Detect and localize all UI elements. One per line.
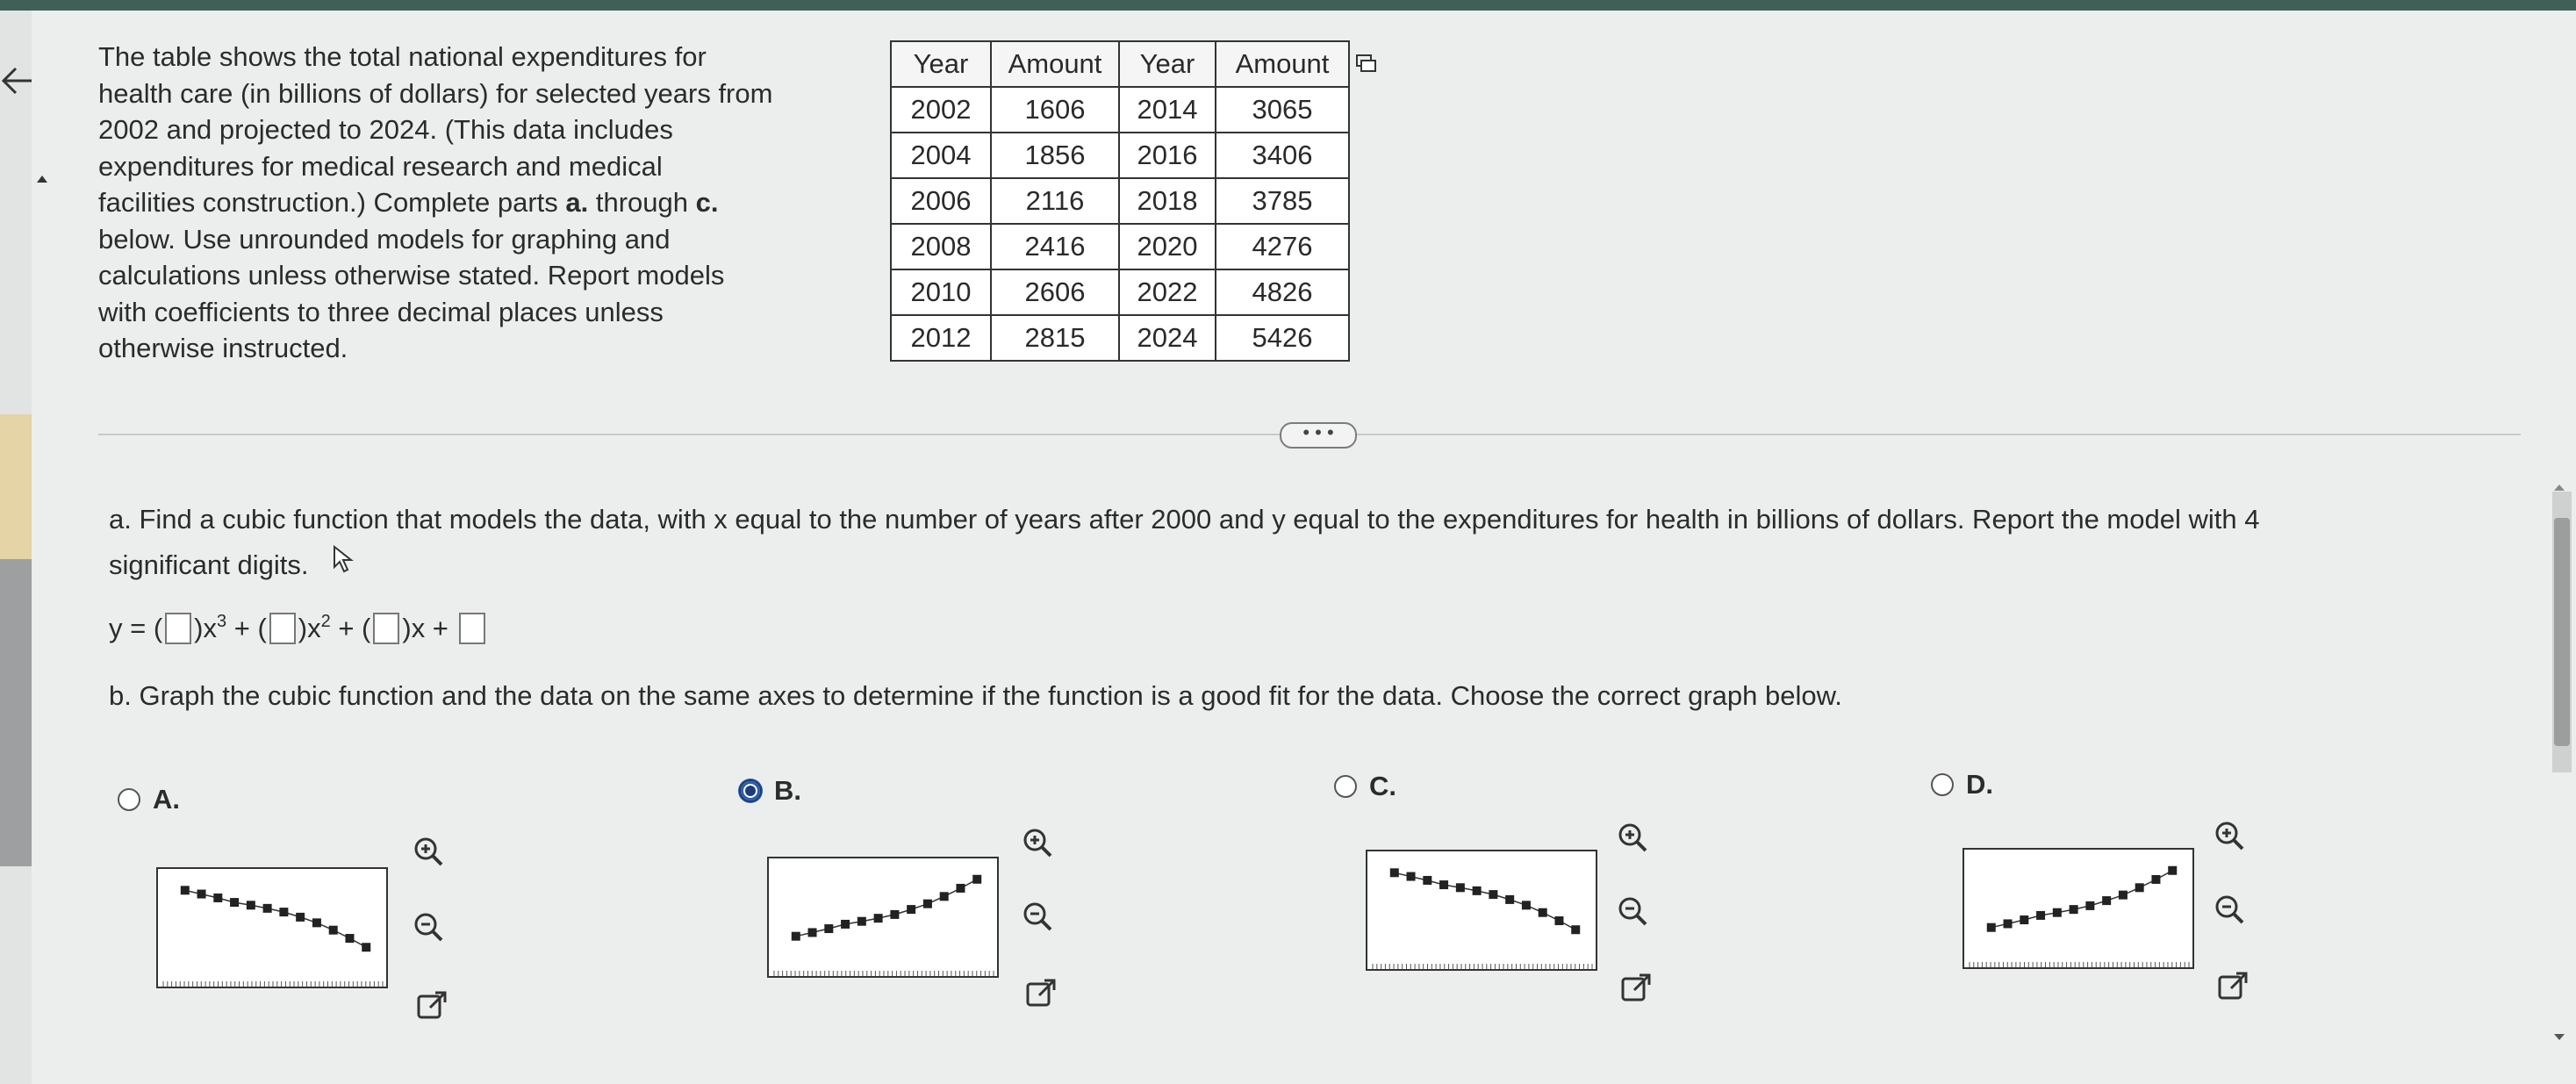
table-cell: 2606 [991,269,1119,315]
collapse-icon[interactable] [37,176,47,183]
table-header-row [891,41,1349,87]
zoom-in-icon[interactable] [1615,820,1650,855]
data-point [1473,887,1482,895]
table-cell: 2006 [891,178,991,224]
option-d-graph [1962,848,2194,969]
data-point [1505,895,1514,904]
option-c-label: C. [1369,771,1396,801]
option-c[interactable] [1334,771,1396,802]
data-point [2070,905,2078,914]
table-cell: 2024 [1119,315,1216,361]
option-a-graph [156,867,388,988]
table-cell: 2016 [1119,133,1216,178]
data-point [940,892,949,901]
zoom-in-icon[interactable] [411,834,446,869]
zoom-out-icon[interactable] [2212,892,2247,927]
left-panel [0,11,32,1084]
data-point [890,910,899,919]
eq-plus-label: + ( [226,613,267,643]
eq-x-label: )x + [402,613,456,643]
data-table [890,40,1350,362]
data-point [1554,916,1563,925]
data-point [874,914,883,922]
zoom-out-icon[interactable] [1615,894,1650,929]
part-b-prompt: b. Graph the cubic function and the data on the same axes to determine if the function is a good fit for the data. Choose the correct graph below. [109,680,1842,711]
data-point [1390,868,1399,877]
option-b[interactable] [739,775,801,807]
data-point [1407,872,1416,881]
data-point [2020,915,2028,924]
option-c-graph [1366,850,1597,971]
expand-more-button[interactable]: • • • [1280,422,1357,449]
table-row [891,133,1349,178]
data-point [2135,883,2144,892]
table-cell: 2116 [991,178,1119,224]
table-cell: 2012 [891,315,991,361]
table-header: Amount [991,41,1119,87]
question-text: The table shows the total national expenditures for health care (in billions of dollars) for selected years from 2002 and projected to 2024. (This data includes expenditures for medical research and medical facilities construction.) Complete parts a. through c. below. Use unrounded models for graphing and calculations unless otherwise stated. Report models with coefficients to three decimal places unless otherwise instructed. [98,41,773,363]
right-scrollbar[interactable] [2552,492,2572,772]
table-row [891,87,1349,133]
top-bar [0,0,2576,11]
table-cell: 2022 [1119,269,1216,315]
option-a-radio[interactable] [118,788,140,811]
fit-curve [185,890,366,947]
table-cell: 2815 [991,315,1119,361]
scrollbar-thumb[interactable] [2554,518,2570,746]
data-point [181,886,190,894]
table-cell: 3406 [1216,133,1349,178]
cubic-equation [109,613,488,644]
table-cell: 5426 [1216,315,1349,361]
eq-x2-label: )x [298,613,321,643]
data-point [230,898,239,907]
data-point [2053,908,2062,917]
table-cell: 3785 [1216,178,1349,224]
option-d-label: D. [1966,769,1993,800]
table-cell: 2018 [1119,178,1216,224]
table-header: Year [1119,41,1216,87]
left-panel-highlight [0,414,32,564]
table-cell: 3065 [1216,87,1349,133]
data-point [1489,890,1497,899]
option-b-label: B. [774,775,801,806]
part-a-prompt: a. Find a cubic function that models the data, with x equal to the number of years after 2000 and y equal to the expenditures for health in billions of dollars. Report the model with 4 significant digits. [109,504,2260,580]
fit-curve [1991,871,2172,928]
data-point [1439,880,1448,889]
option-d-radio[interactable] [1931,773,1954,796]
exponent-2: 2 [320,611,331,631]
mouse-cursor-icon [332,544,358,574]
table-cell: 4826 [1216,269,1349,315]
coefficient-c-input[interactable] [373,613,399,644]
data-point [345,934,354,943]
table-row [891,224,1349,269]
data-point [197,890,206,899]
table-cell: 4276 [1216,224,1349,269]
open-new-window-icon[interactable] [1023,976,1058,1011]
open-new-window-icon[interactable] [2215,969,2250,1004]
data-point [279,908,288,916]
data-point [857,917,866,926]
table-cell: 2002 [891,87,991,133]
zoom-out-icon[interactable] [1020,899,1055,934]
data-point [841,920,850,929]
data-point [1456,883,1465,892]
data-point [792,932,800,941]
data-point [312,918,321,927]
data-point [2119,891,2128,900]
data-point [1539,908,1547,917]
zoom-out-icon[interactable] [411,909,446,944]
scroll-up-arrow-icon[interactable] [2554,485,2565,491]
table-cell: 1856 [991,133,1119,178]
data-point [1423,876,1432,885]
open-new-window-icon[interactable] [1618,971,1654,1006]
option-c-radio[interactable] [1334,775,1357,798]
option-b-radio[interactable] [739,779,762,802]
data-point [1571,925,1580,934]
open-new-window-icon[interactable] [414,988,449,1023]
data-point [2004,919,2013,928]
eq-plus-label: + ( [330,613,371,643]
option-a-label: A. [153,784,180,815]
data-point [2168,866,2177,875]
data-point [923,900,932,908]
zoom-in-icon[interactable] [1020,825,1055,860]
option-b-graph [767,857,999,978]
data-point [808,928,817,937]
table-cell: 2416 [991,224,1119,269]
data-point [2085,901,2094,910]
table-row [891,178,1349,224]
data-point [362,943,370,951]
copy-table-icon[interactable] [1354,53,1377,75]
table-header: Year [891,41,991,87]
table-row [891,269,1349,315]
data-point [2036,911,2045,920]
coefficient-b-input[interactable] [269,613,296,644]
data-point [2151,875,2160,884]
table-cell: 2020 [1119,224,1216,269]
table-cell: 2014 [1119,87,1216,133]
table-row [891,315,1349,361]
data-point [1987,923,1996,932]
left-scroll-thumb[interactable] [0,559,32,866]
constant-d-input[interactable] [459,613,485,644]
scroll-down-arrow-icon[interactable] [2554,1034,2565,1040]
zoom-in-icon[interactable] [2212,818,2247,853]
data-point [907,905,915,914]
fit-curve [796,879,977,937]
fit-curve [1395,872,1575,930]
table-header: Amount [1216,41,1349,87]
table-cell: 2008 [891,224,991,269]
data-point [213,894,222,902]
option-a[interactable] [118,784,180,815]
table-cell: 2004 [891,133,991,178]
table-cell: 2010 [891,269,991,315]
data-point [2102,896,2111,905]
back-arrow-icon[interactable] [0,63,35,98]
table-cell: 1606 [991,87,1119,133]
option-d[interactable] [1931,769,1993,800]
data-point [263,904,272,913]
data-point [296,913,305,922]
eq-y-label: y = ( [109,613,163,643]
exponent-3: 3 [216,611,227,631]
data-point [247,901,255,909]
data-point [329,926,338,935]
coefficient-a-input[interactable] [165,613,191,644]
data-point [824,924,833,933]
eq-x3-label: )x [194,613,217,643]
data-point [1522,901,1531,909]
data-point [956,884,965,893]
data-point [972,875,981,884]
